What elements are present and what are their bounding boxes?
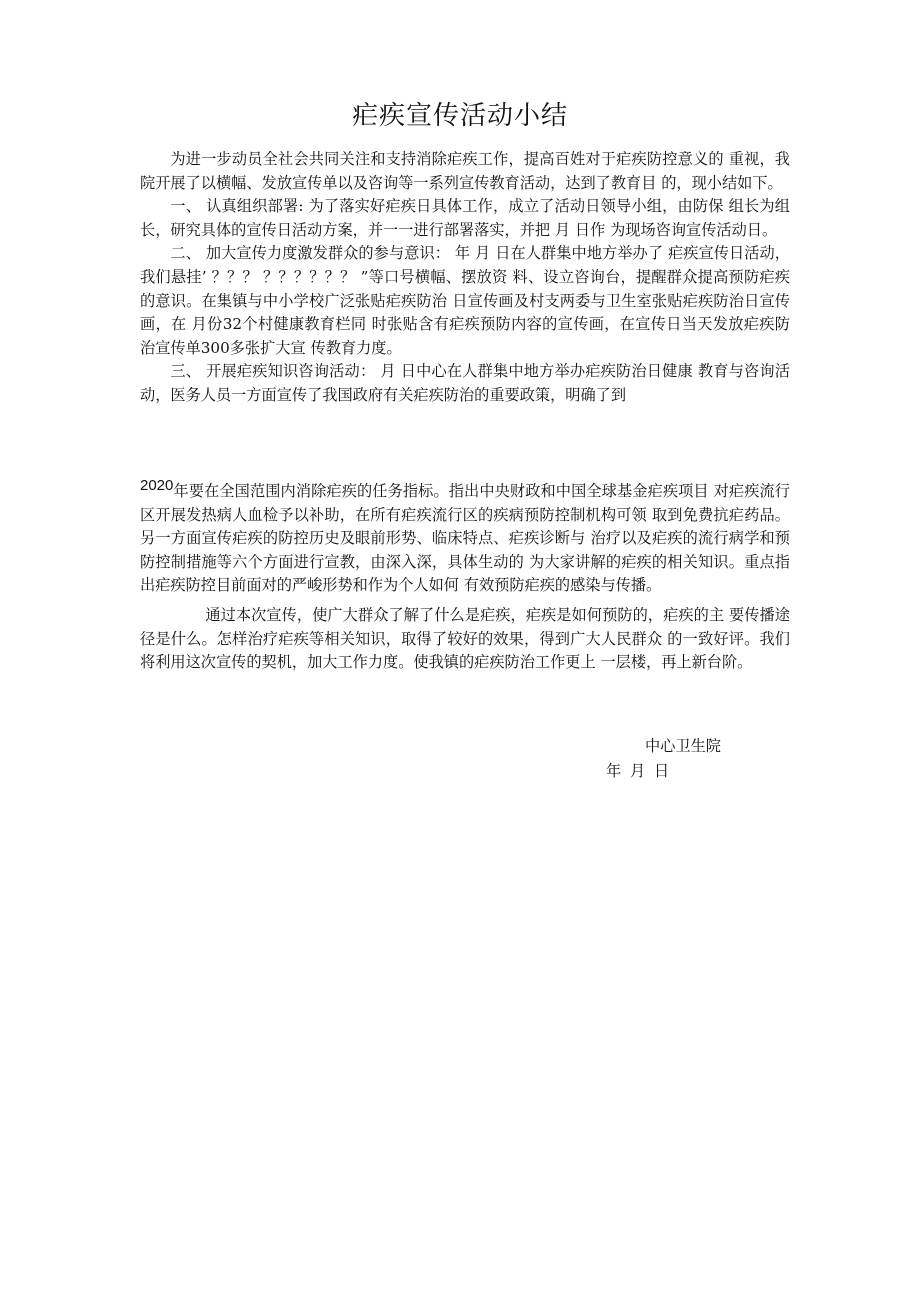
document-body-continued [140, 477, 790, 675]
section-1-paragraph: 一、 认真组织部署: 为了落实好疟疾日具体工作，成立了活动日领导小组，由防保 组长为组长，研究具体的宣传日活动方案，并一一进行部署落实，并把 月 日作 为现场咨询宣传活动日。 [140, 197, 790, 239]
intro-paragraph: 为进一步动员全社会共同关注和支持消除疟疾工作，提高百姓对于疟疾防控意义的 重视，我院开展了以横幅、发放宣传单以及咨询等一系列宣传教育活动，达到了教育目 的，现小结如下。 [140, 150, 790, 192]
section-3-text: 年要在全国范围内消除疟疾的任务指标。指出中央财政和中国全球基金疟疾项目 对疟疾流行区开展发热病人血检予以补助，在所有疟疾流行区的疾病预防控制机构可领 取到免费抗疟药品。另一方面宣传疟疾的防控历史及眼前形势、临床特点、疟疾诊断与 治疗以及疟疾的流行病学和预防控制措施等六个方面进行宣教，由深入深，具体生动的 为大家讲解的疟疾的相关知识。重点指出疟疾防控目前面对的严峻形势和作为个人如何 有效预防疟疾的感染与传播。 [140, 482, 790, 595]
year-number: 2020 [140, 477, 174, 494]
signature-date: 年 月 日 [606, 762, 670, 780]
section-2-paragraph: 二、 加大宣传力度激发群众的参与意识： 年 月 日在人群集中地方举办了 疟疾宣传日活动，我们悬挂’ ？？？ ？？？？？？ ”等口号横幅、摆放资 料、设立咨询台，提醒群众提高预防疟疾的意识。在集镇与中小学校广泛张贴疟疾防治 日宣传画及村支两委与卫生室张贴疟疾防治日宣传画，在 月份32个村健康教育栏同 时张贴含有疟疾预防内容的宣传画，在宣传日当天发放疟疾防治宣传单300多张扩大宣 传教育力度。 [140, 244, 790, 357]
signature-organization: 中心卫生院 [645, 737, 721, 755]
conclusion-paragraph: 通过本次宣传，使广大群众了解了什么是疟疾，疟疾是如何预防的，疟疾的主 要传播途径是什么。怎样治疗疟疾等相关知识，取得了较好的效果，得到广大人民群众 的一致好评。我们将利用这次宣传的契机，加大工作力度。使我镇的疟疾防治工作更上 一层楼，再上新台阶。 [140, 605, 790, 672]
document-body [140, 148, 790, 408]
section-3-paragraph-part2 [140, 477, 790, 598]
section-3-paragraph-part1: 三、 开展疟疾知识咨询活动： 月 日中心在人群集中地方举办疟疾防治日健康 教育与咨询活动，医务人员一方面宣传了我国政府有关疟疾防治的重要政策，明确了到 [140, 362, 790, 404]
document-title: 疟疾宣传活动小结 [351, 101, 568, 131]
